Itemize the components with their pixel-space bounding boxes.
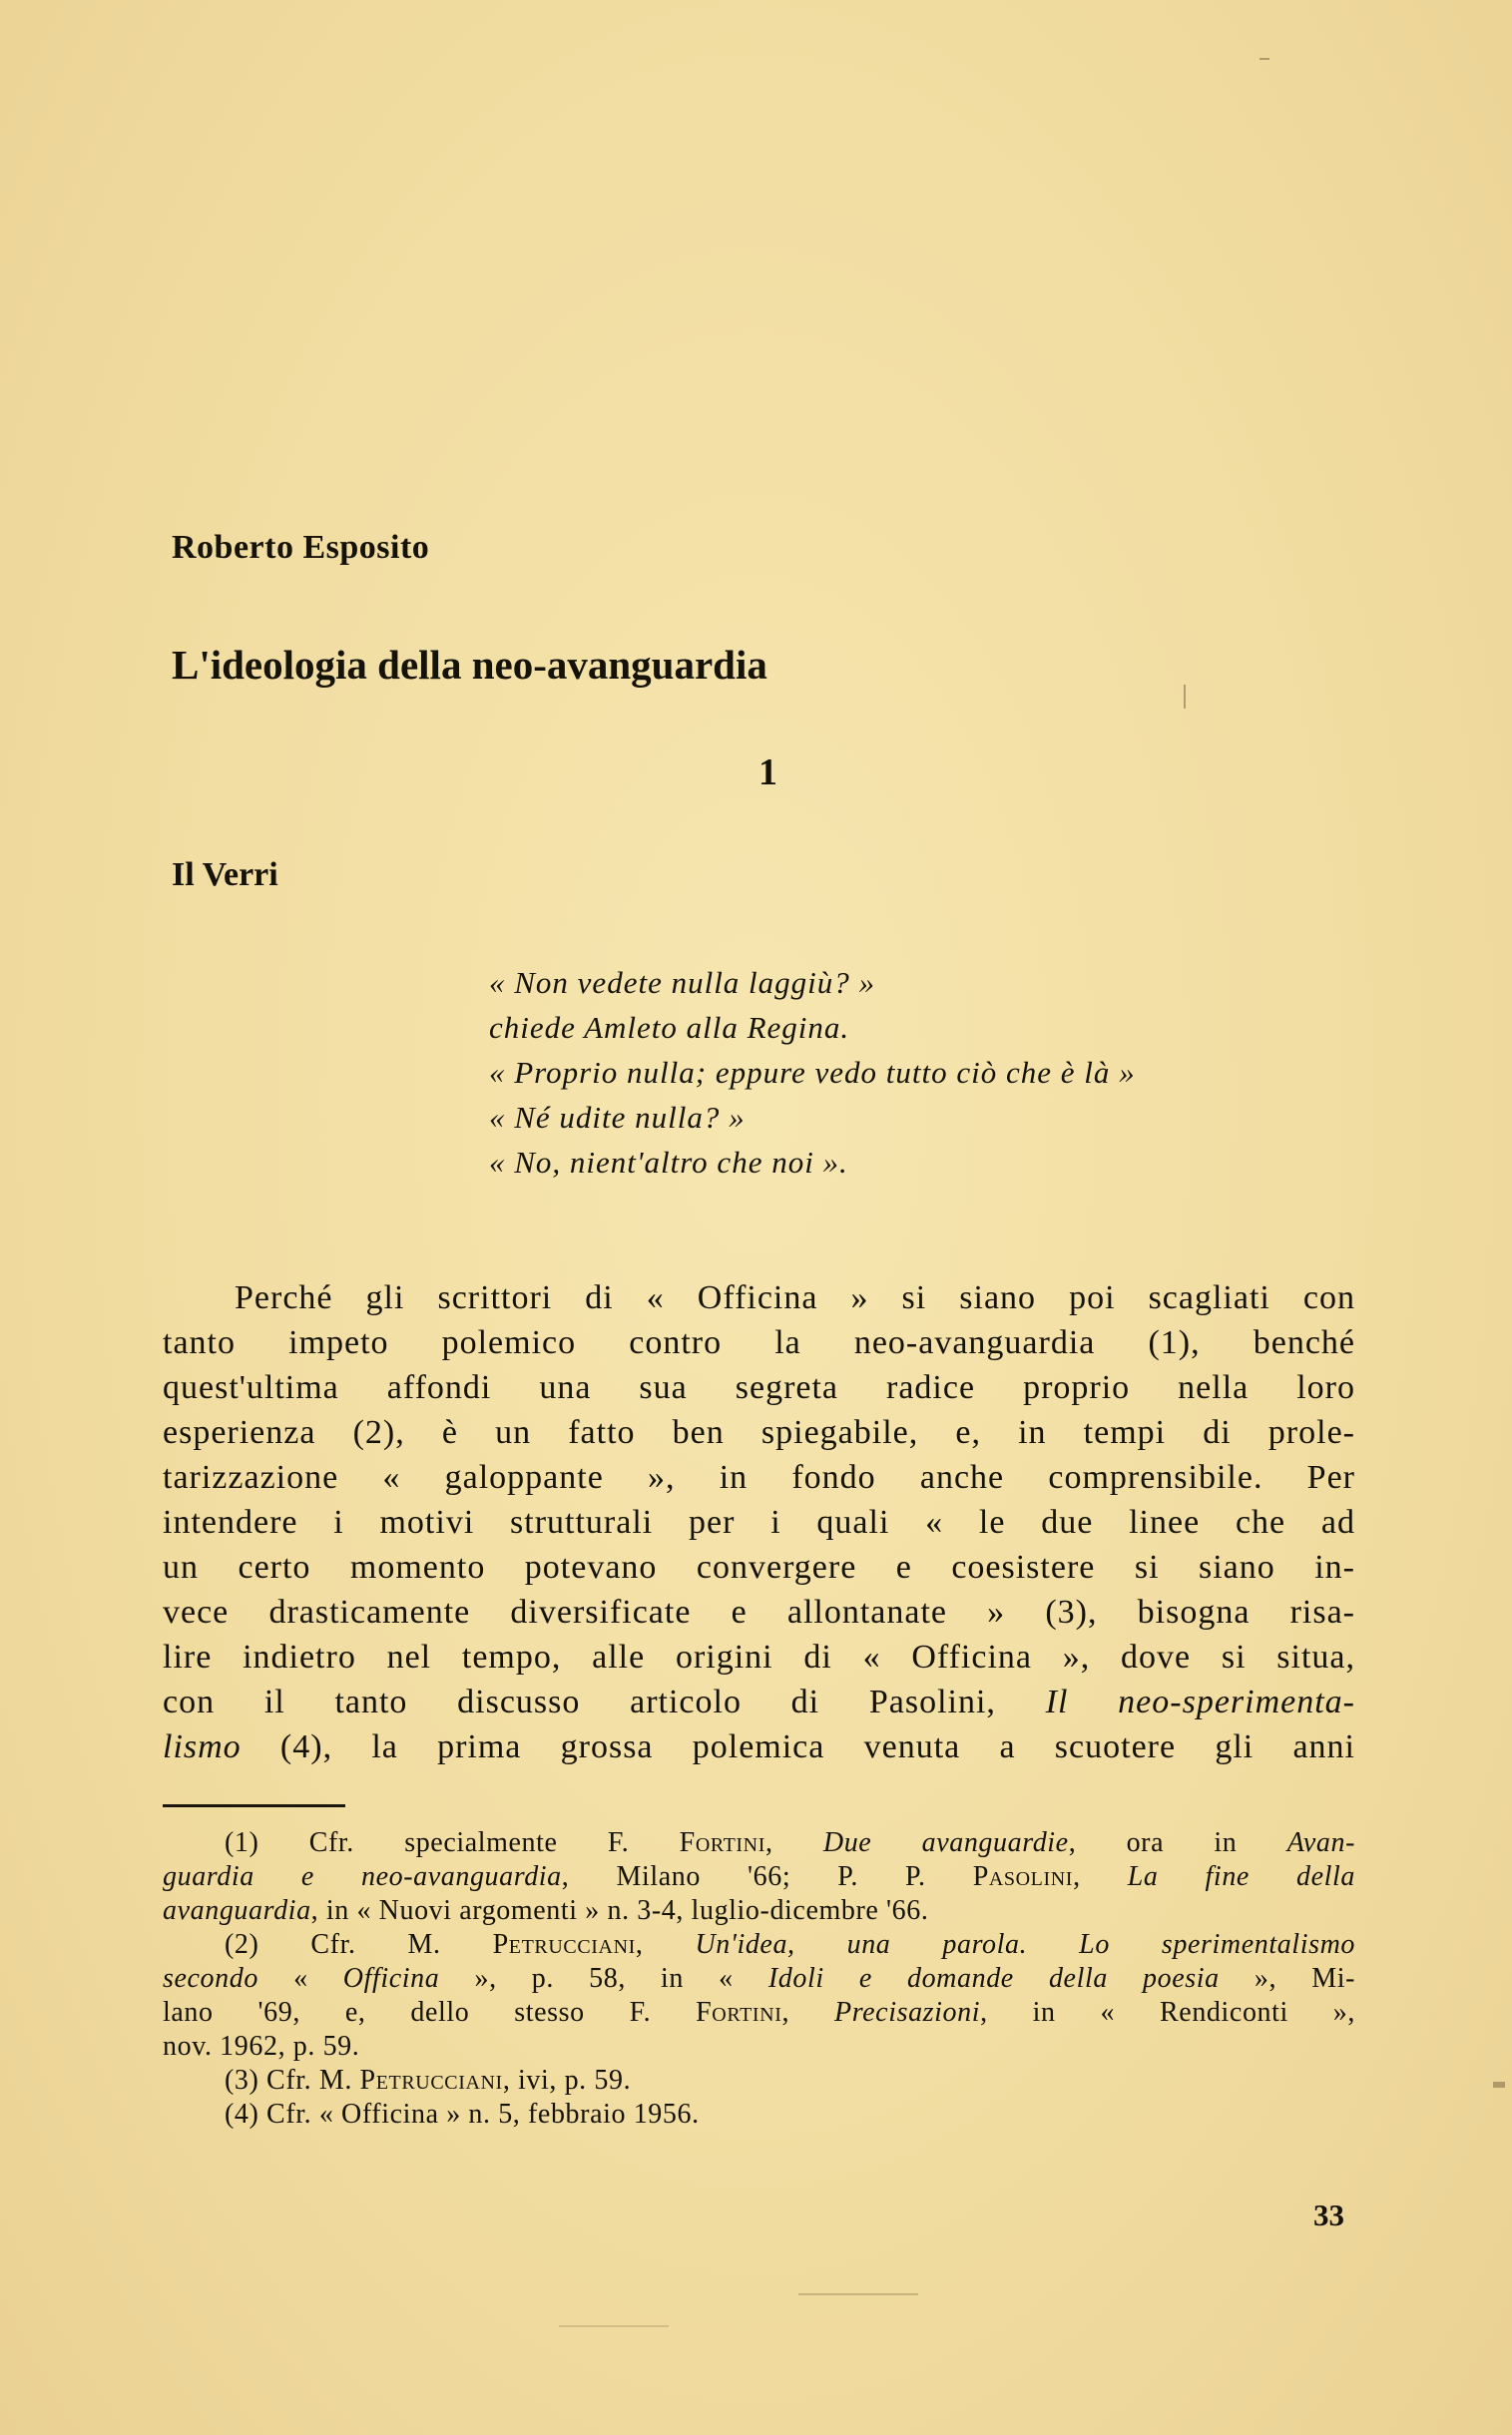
epigraph <box>489 960 1387 1185</box>
body-line <box>163 1724 1355 1769</box>
paper-speck <box>798 2293 918 2295</box>
footnote-text: , <box>764 1827 823 1858</box>
body-line: vece drasticamente diversificate e allontanate » (3), bisogna risa- <box>163 1594 1355 1631</box>
footnote-rule <box>163 1804 345 1807</box>
footnote-text: (3) Cfr. M. <box>225 2065 360 2096</box>
footnote-author: Pasolini <box>972 1861 1074 1892</box>
footnote-author: Fortini <box>679 1827 765 1858</box>
epigraph-line: « Non vedete nulla laggiù? » <box>489 965 876 1000</box>
footnote-author: Fortini <box>696 1997 782 2028</box>
paper-speck <box>559 2325 669 2327</box>
epigraph-line: « No, nient'altro che noi ». <box>489 1145 848 1180</box>
footnote-italic: Precisazioni <box>833 1997 981 2028</box>
footnote-text: (1) Cfr. specialmente F. <box>225 1827 680 1858</box>
body-paragraph <box>163 1275 1355 1769</box>
footnote-text: , <box>635 1929 696 1960</box>
footnote-italic: Officina <box>342 1963 440 1994</box>
footnote-author: Petrucciani <box>492 1929 636 1960</box>
page-number: 33 <box>1313 2197 1344 2232</box>
section-number: 1 <box>758 751 777 793</box>
footnote-line <box>163 1860 1355 1894</box>
footnote-line: (4) Cfr. « Officina » n. 5, febbraio 1956. <box>225 2099 700 2130</box>
footnote-text: , <box>781 1997 834 2028</box>
footnote-line <box>163 1826 1355 1860</box>
footnote-line <box>163 1928 1355 1962</box>
footnote-italic: secondo <box>163 1963 258 1994</box>
epigraph-line: « Né udite nulla? » <box>489 1100 746 1135</box>
body-line: intendere i motivi strutturali per i quali « le due linee che ad <box>163 1504 1355 1541</box>
epigraph-line: « Proprio nulla; eppure vedo tutto ciò che è là » <box>489 1055 1136 1090</box>
footnote-text: , <box>1073 1861 1128 1892</box>
footnote-line <box>163 1962 1355 1996</box>
footnote-italic: guardia e neo-avanguardia <box>163 1861 562 1892</box>
footnote-line <box>163 1996 1355 2030</box>
footnote-line: nov. 1962, p. 59. <box>163 2031 360 2062</box>
body-line: Perché gli scrittori di « Officina » si siano poi scagliati con <box>235 1279 1355 1316</box>
footnote-text: , ora in <box>1068 1827 1287 1858</box>
footnote-text: », p. 58, in « <box>439 1963 768 1994</box>
footnote-italic: Due avanguardie <box>822 1827 1069 1858</box>
body-line <box>163 1680 1355 1724</box>
footnote-text: (2) Cfr. M. <box>225 1929 493 1960</box>
essay-title: L'ideologia della neo-avanguardia <box>172 642 767 688</box>
footnote-italic: avanguardia <box>163 1895 311 1926</box>
footnote-italic: Un'idea, una parola. Lo sperimentalismo <box>695 1929 1355 1960</box>
body-line-italic: Il neo-sperimenta- <box>1045 1684 1355 1720</box>
footnote-text: , Milano '66; P. P. <box>561 1861 973 1892</box>
body-line: tarizzazione « galoppante », in fondo anche comprensibile. Per <box>163 1459 1355 1496</box>
footnote-italic: La fine della <box>1127 1861 1355 1892</box>
footnote-line <box>163 1894 1355 1928</box>
section-title: Il Verri <box>172 856 278 893</box>
footnote-text: , ivi, p. 59. <box>502 2065 632 2096</box>
body-line-text: con il tanto discusso articolo di Pasolini, <box>163 1684 1046 1720</box>
epigraph-line: chiede Amleto alla Regina. <box>489 1010 850 1045</box>
footnote-text: , in « Rendiconti », <box>980 1997 1356 2028</box>
footnote-text: « <box>257 1963 343 1994</box>
body-line: tanto impeto polemico contro la neo-avanguardia (1), benché <box>163 1324 1355 1361</box>
body-line: esperienza (2), è un fatto ben spiegabile, e, in tempi di prole- <box>163 1414 1355 1451</box>
body-line-text: (4), la prima grossa polemica venuta a scuotere gli anni <box>241 1728 1355 1765</box>
paper-speck <box>1184 685 1186 709</box>
footnote-italic: Avan- <box>1286 1827 1355 1858</box>
paper-speck <box>1493 2082 1505 2088</box>
paper-speck <box>1260 58 1269 60</box>
footnote-italic: Idoli e domande della poesia <box>767 1963 1220 1994</box>
footnote-text: », Mi- <box>1219 1963 1355 1994</box>
body-line: quest'ultima affondi una sua segreta radice proprio nella loro <box>163 1369 1355 1406</box>
footnote-author: Petrucciani <box>359 2065 503 2096</box>
footnote-line <box>163 2064 1355 2098</box>
body-line-italic: lismo <box>163 1728 242 1765</box>
footnote-text: lano '69, e, dello stesso F. <box>163 1997 697 2028</box>
footnote-text: , in « Nuovi argomenti » n. 3-4, luglio-dicembre '66. <box>310 1895 929 1926</box>
body-line: lire indietro nel tempo, alle origini di « Officina », dove si situa, <box>163 1639 1355 1676</box>
body-line: un certo momento potevano convergere e coesistere si siano in- <box>163 1549 1355 1586</box>
author-name: Roberto Esposito <box>172 529 430 566</box>
footnotes <box>163 1826 1355 2132</box>
